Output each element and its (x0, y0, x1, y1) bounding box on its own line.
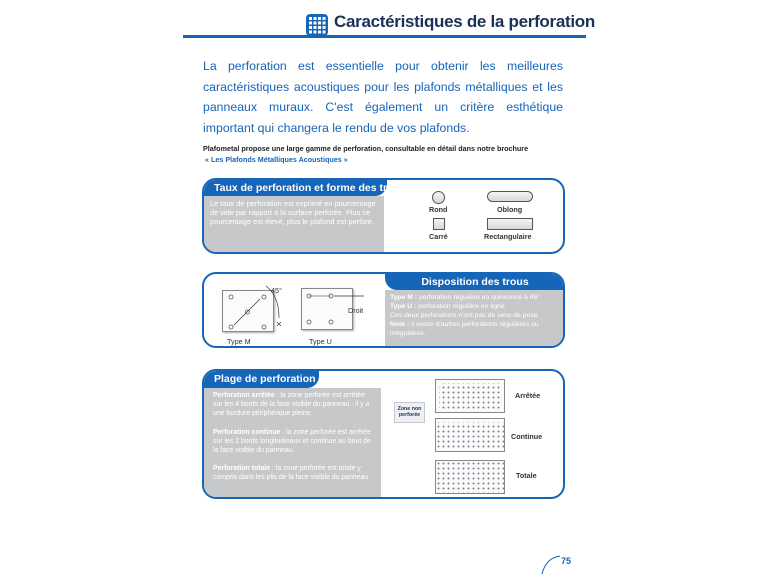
totale-text: : la zone perforée est totale y compris dans les plis de la face visible du panneau. (213, 465, 371, 482)
type-u-label: Type U (309, 337, 332, 346)
totale-label: Totale (516, 471, 537, 480)
page-title: Caractéristiques de la perforation (334, 12, 595, 31)
note-text: il existe d'autres perforations régulières ou irrégulières. (390, 321, 539, 337)
header-rule (183, 35, 586, 38)
rectangular-label: Rectangulaire (484, 232, 532, 241)
orientation-text: Ces deux perforations n'ont pas de sens de pose. (390, 312, 540, 319)
page-number-ornament (540, 548, 580, 575)
totale-panel-swatch (435, 460, 505, 494)
perforated-grid-icon (305, 13, 329, 37)
type-u-text: perforation régulière en ligne (416, 303, 505, 310)
perforation-range-text (204, 388, 381, 497)
arretee-label: Arrêtée (515, 391, 541, 400)
page-number: 75 (561, 556, 572, 566)
droit-label: Droit (348, 306, 364, 315)
continue-label: Continue (511, 432, 543, 441)
round-hole-icon (432, 191, 445, 204)
perforation-rate-text: Le taux de perforation est exprimé en pourcentage de vide par rapport à la surface perforée. Plus ce pourcentage est élevé, plus le plafond est perforé. (204, 196, 384, 252)
type-m-key: Type M : (390, 294, 418, 301)
hole-layout-title: Disposition des trous (385, 274, 565, 290)
arretee-text: : la zone perforée est arrêtée sur les 4 bords de la face visible du panneau : il y a une bordure périphérique pleine. (213, 392, 370, 417)
totale-key: Perforation totale (213, 465, 271, 473)
rectangular-hole-icon (487, 218, 533, 230)
type-m-label: Type M (227, 337, 251, 346)
round-label: Rond (429, 205, 448, 214)
arretee-key: Perforation arrêtée (213, 392, 275, 399)
oblong-label: Oblong (497, 205, 523, 214)
brochure-note (203, 143, 573, 165)
perforation-range-panel (202, 369, 565, 499)
perforation-rate-title: Taux de perforation et forme des trous (204, 180, 387, 196)
hole-layout-panel (202, 272, 565, 348)
continue-panel-swatch (435, 418, 505, 452)
perforation-rate-panel (202, 178, 565, 254)
brochure-note-text: Plafometal propose une large gamme de perforation, consultable en détail dans notre brochure (203, 144, 529, 153)
perforation-range-title: Plage de perforation (204, 371, 319, 388)
note-key: Note : (390, 321, 410, 328)
type-m-text: perforation régulière en quinconce à 45° (417, 294, 540, 301)
brochure-title: « Les Plafonds Métalliques Acoustiques » (205, 155, 348, 164)
continue-key: Perforation continue (213, 428, 281, 436)
square-hole-icon (433, 218, 445, 230)
continue-text: : la zone perforée est arrêtée sur les 2 bords longitudinaux et continue au bout de la face visible du panneau. (213, 428, 371, 454)
unperforated-zone-callout: Zone non perforée (394, 402, 425, 423)
arretee-panel-swatch (435, 379, 505, 413)
square-label: Carré (429, 232, 448, 241)
oblong-hole-icon (487, 191, 533, 202)
hole-layout-text (385, 290, 565, 346)
angle-label: 45° (271, 286, 282, 295)
type-u-key: Type U : (390, 303, 417, 310)
intro-paragraph: La perforation est essentielle pour obtenir les meilleures caractéristiques acoustiques pour les plafonds métalliques et les panneaux muraux. C'est également un critère esthétique important qui changera le rendu de vos plafonds. (203, 59, 563, 135)
